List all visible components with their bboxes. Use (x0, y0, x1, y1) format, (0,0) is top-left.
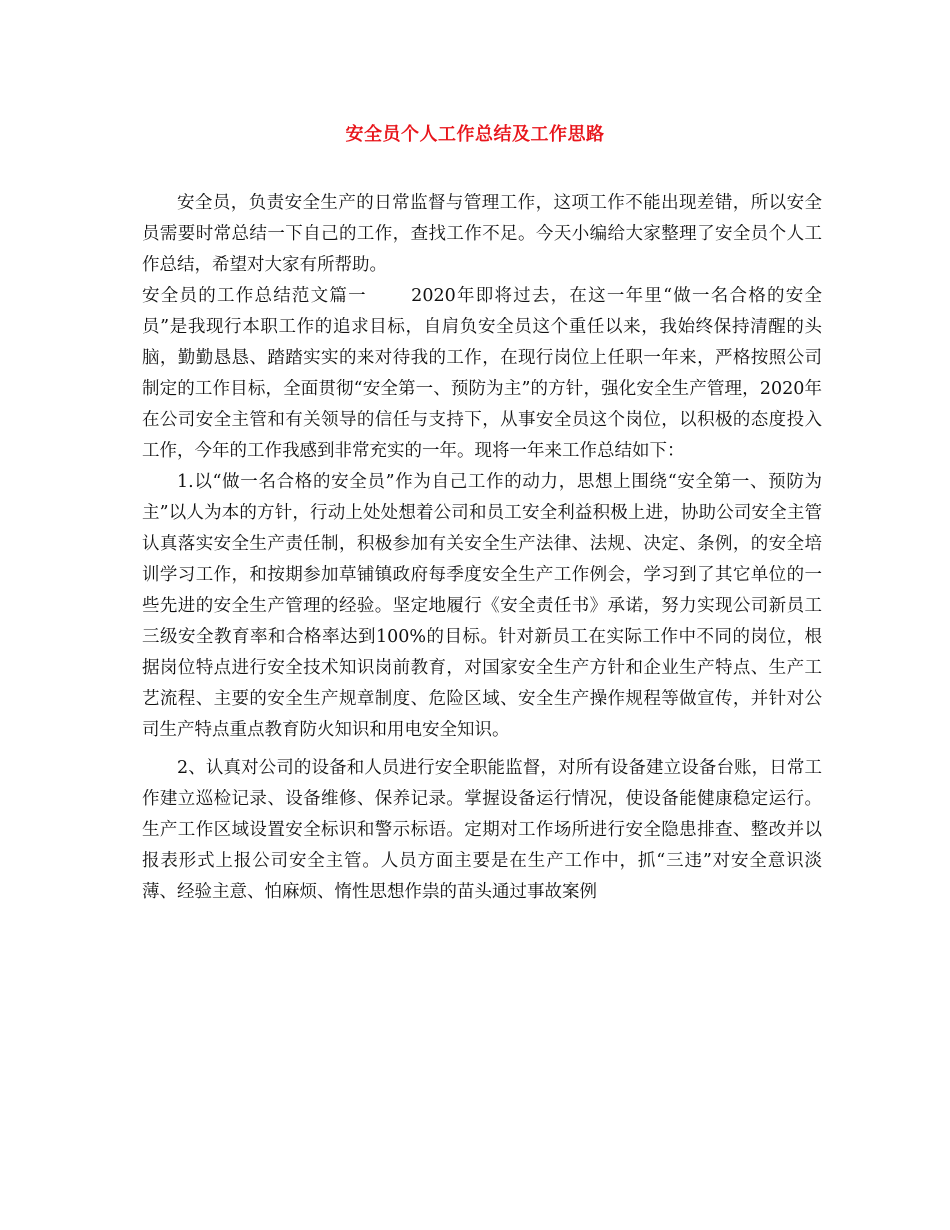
document-body (142, 188, 822, 908)
document-title: 安全员个人工作总结及工作思路 (345, 124, 605, 145)
point-2-paragraph: 2、认真对公司的设备和人员进行安全职能监督，对所有设备建立设备台账，日常工作建立巡检记录、设备维修、保养记录。掌握设备运行情况，使设备能健康稳定运行。生产工作区域设置安全标识和警示标语。定期对工作场所进行安全隐患排查、整改并以报表形式上报公司安全主管。人员方面主要是在生产工作中，抓“三违”对安全意识淡薄、经验主意、怕麻烦、惰性思想作祟的苗头通过事故案例 (142, 758, 822, 902)
intro-paragraph: 安全员，负责安全生产的日常监督与管理工作，这项工作不能出现差错，所以安全员需要时常总结一下自己的工作，查找工作不足。今天小编给大家整理了安全员个人工作总结，希望对大家有所帮助。 (142, 193, 822, 275)
point-1-paragraph: 1.以“做一名合格的安全员”作为自己工作的动力，思想上围绕“安全第一、预防为主”以人为本的方针，行动上处处想着公司和员工安全利益积极上进，协助公司安全主管认真落实安全生产责任制，积极参加有关安全生产法律、法规、决定、条例，的安全培训学习工作，和按期参加草铺镇政府每季度安全生产工作例会，学习到了其它单位的一些先进的安全生产管理的经验。坚定地履行《安全责任书》承诺，努力实现公司新员工三级安全教育率和合格率达到100%的目标。针对新员工在实际工作中不同的岗位，根据岗位特点进行安全技术知识岗前教育，对国家安全生产方针和企业生产特点、生产工艺流程、主要的安全生产规章制度、危险区域、安全生产操作规程等做宣传，并针对公司生产特点重点教育防火知识和用电安全知识。 (142, 472, 822, 740)
summary-paragraph: 安全员的工作总结范文篇一 2020年即将过去，在这一年里“做一名合格的安全员”是我现行本职工作的追求目标，自肩负安全员这个重任以来，我始终保持清醒的头脑，勤勤恳恳、踏踏实实的来对待我的工作，在现行岗位上任职一年来，严格按照公司制定的工作目标，全面贯彻“安全第一、预防为主”的方针，强化安全生产管理，2020年在公司安全主管和有关领导的信任与支持下，从事安全员这个岗位，以积极的态度投入工作，今年的工作我感到非常充实的一年。现将一年来工作总结如下： (142, 286, 822, 461)
